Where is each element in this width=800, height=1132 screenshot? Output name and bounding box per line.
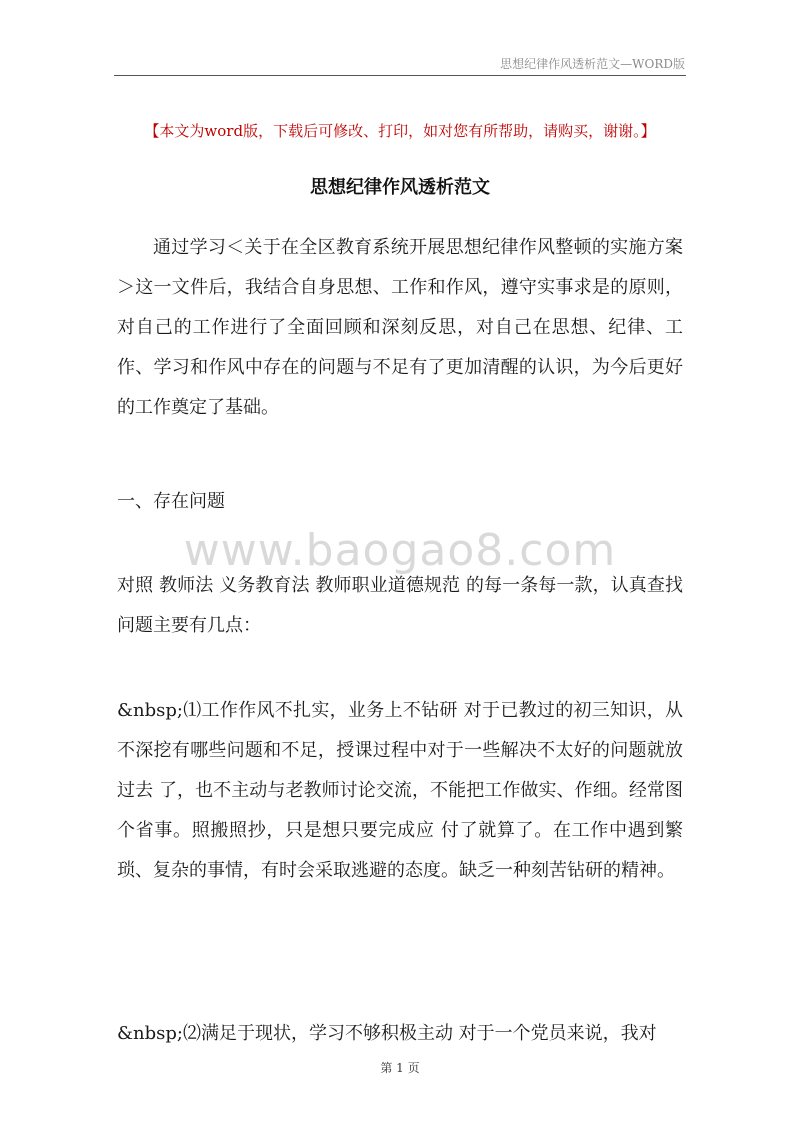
purchase-notice: 【本文为word版，下载后可修改、打印，如对您有所帮助，请购买，谢谢。】 bbox=[144, 122, 656, 140]
header-divider bbox=[114, 75, 686, 76]
section-heading: 一、存在问题 bbox=[117, 491, 225, 512]
document-title: 思想纪律作风透析范文 bbox=[310, 177, 490, 198]
check-basis-paragraph: 对照 教师法 义务教育法 教师职业道德规范 的每一条每一款，认真查找问题主要有几点： bbox=[117, 575, 683, 636]
issue-item-1: &nbsp;⑴工作作风不扎实，业务上不钻研 对于已教过的初三知识，从不深挖有哪些问题和不足，授课过程中对于一些解决不太好的问题就放过去 了，也不主动与老教师讨论交流，不能把工作做实、作细。经常图个省事。照搬照抄，只是想只要完成应 付了就算了。在工作中遇到繁琐、复杂的事情，有时会采取逃避的态度。缺乏一种刻苦钻研的精神。 bbox=[117, 700, 683, 881]
watermark: www.baogao8.com bbox=[183, 525, 617, 576]
running-header: 思想纪律作风透析范文—WORD版 bbox=[500, 57, 685, 71]
page-number: 第 1 页 bbox=[380, 1061, 420, 1075]
issue-item-2: &nbsp;⑵满足于现状，学习不够积极主动 对于一个党员来说，我对 bbox=[117, 1023, 657, 1044]
intro-paragraph: 通过学习＜关于在全区教育系统开展思想纪律作风整顿的实施方案＞这一文件后，我结合自身思想、工作和作风，遵守实事求是的原则，对自己的工作进行了全面回顾和深刻反思，对自己在思想、纪律、工作、学习和作风中存在的问题与不足有了更加清醒的认识，为今后更好的工作奠定了基础。 bbox=[117, 237, 683, 418]
